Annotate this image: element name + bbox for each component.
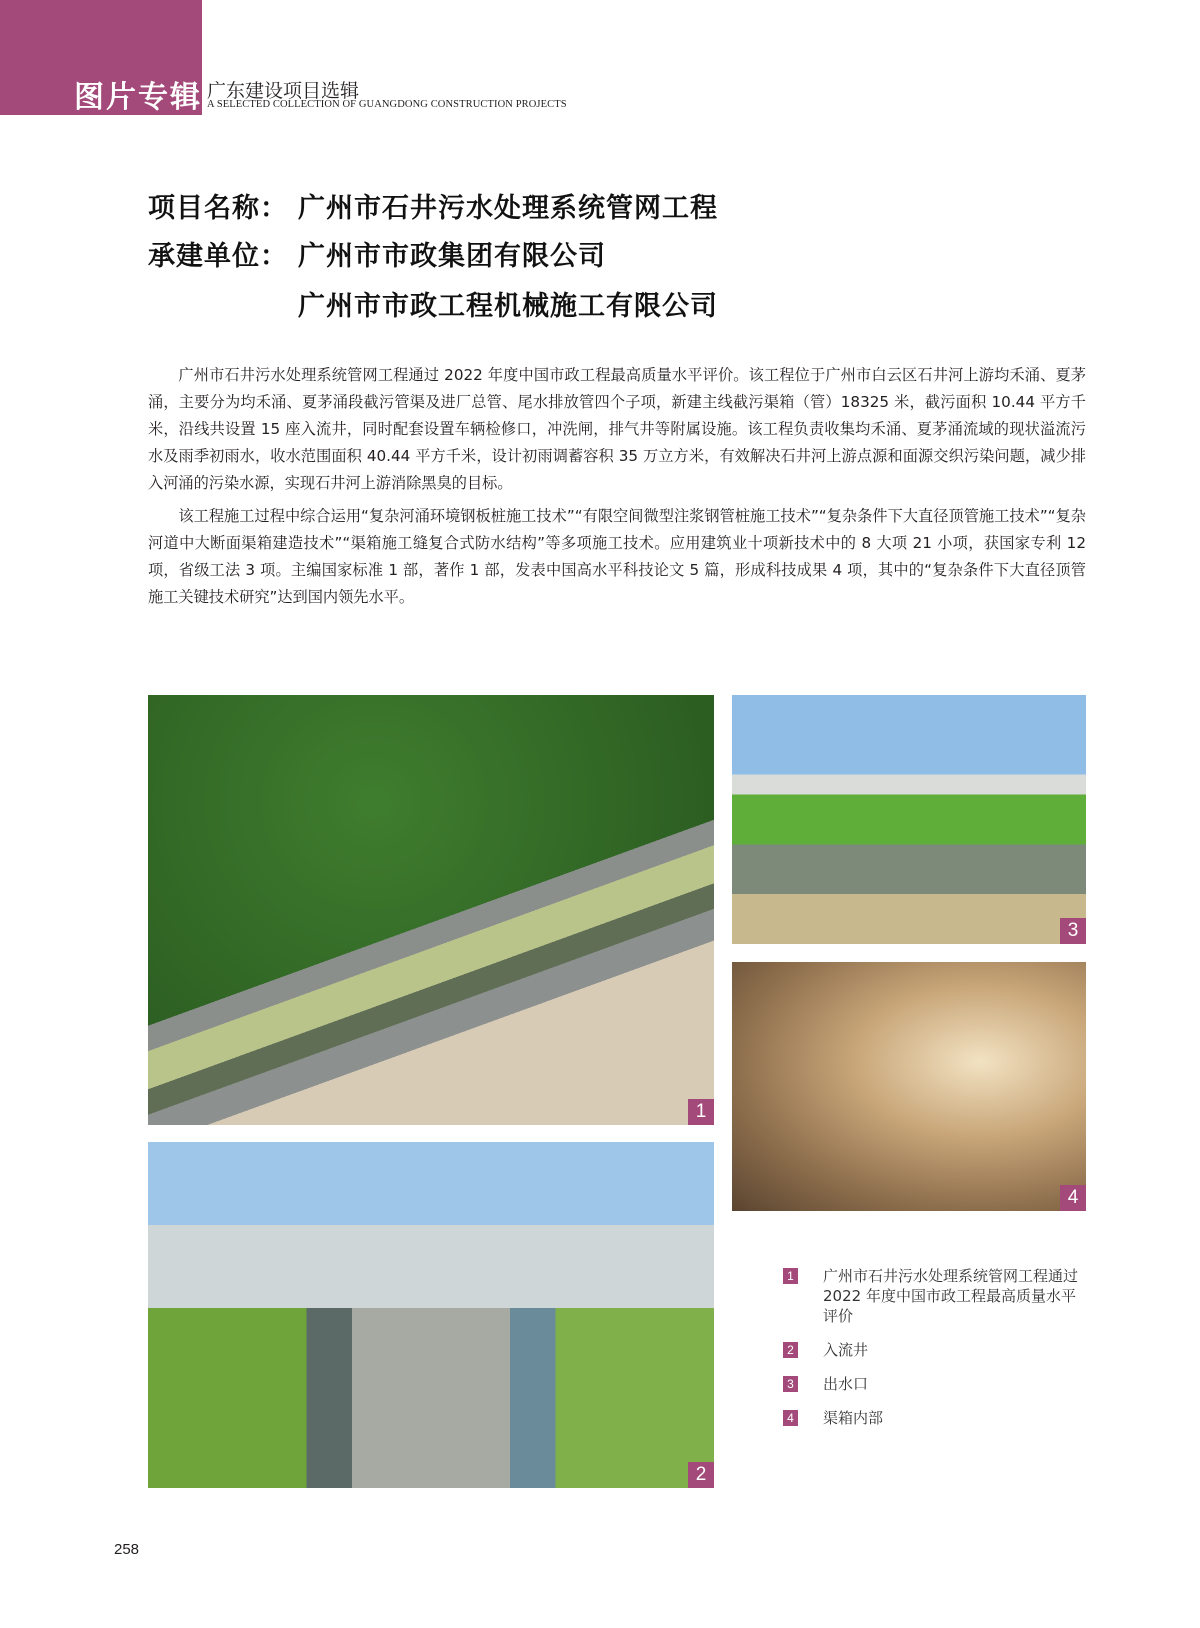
legend-text: 入流井 xyxy=(823,1341,869,1359)
legend-number-badge: 1 xyxy=(783,1268,798,1284)
legend-text: 渠箱内部 xyxy=(823,1409,884,1427)
publication-title-en: A SELECTED COLLECTION OF GUANGDONG CONSTRUCTION PROJECTS xyxy=(207,99,567,110)
legend-item xyxy=(783,1408,1083,1428)
photo-aerial-view xyxy=(148,695,714,1125)
photo-number-badge: 1 xyxy=(688,1099,714,1125)
publication-title-cn: 广东建设项目选辑 xyxy=(207,80,360,102)
paragraph-1: 广州市石井污水处理系统管网工程通过 2022 年度中国市政工程最高质量水平评价。该工程位于广州市白云区石井河上游均禾涌、夏茅涌，主要分为均禾涌、夏茅涌段截污管渠及进厂总管、尾水排放管四个子项，新建主线截污渠箱（管）18325 米，截污面积 10.44 平方千米，沿线共设置 15 座入流井，同时配套设置车辆检修口，冲洗闸，排气井等附属设施。该工程负责收集均禾涌、夏茅涌流域的现状溢流污水及雨季初雨水，收水范围面积 40.44 平方千米，设计初雨调蓄容积 35 万立方米，有效解决石井河上游点源和面源交织污染问题，减少排入河涌的污染水源，实现石井河上游消除黑臭的目标。 xyxy=(148,366,1086,492)
photo-number-badge: 2 xyxy=(688,1462,714,1488)
builder-name-2: 广州市市政工程机械施工有限公司 xyxy=(298,291,718,322)
page-number: 258 xyxy=(114,1541,140,1558)
legend-text: 广州市石井污水处理系统管网工程通过 2022 年度中国市政工程最高质量水平评价 xyxy=(823,1267,1079,1325)
legend-item xyxy=(783,1374,1083,1394)
builder-label: 承建单位： xyxy=(148,241,288,272)
legend-item xyxy=(783,1266,1083,1326)
legend-number-badge: 4 xyxy=(783,1410,798,1426)
photo-number-badge: 3 xyxy=(1060,918,1086,944)
photo-inflow-well xyxy=(148,1142,714,1488)
photo-culvert-interior xyxy=(732,962,1086,1211)
section-header-block xyxy=(0,0,202,115)
photo-number-badge: 4 xyxy=(1060,1185,1086,1211)
legend-number-badge: 3 xyxy=(783,1376,798,1392)
project-name-label: 项目名称： xyxy=(148,193,288,224)
legend-item xyxy=(783,1340,1083,1360)
section-tag: 图片专辑 xyxy=(74,80,202,115)
project-name-line xyxy=(148,186,718,225)
builder-line-1 xyxy=(148,234,606,273)
builder-line-2 xyxy=(148,284,718,323)
article-body xyxy=(148,362,1086,617)
legend-text: 出水口 xyxy=(823,1375,869,1393)
builder-name-1: 广州市市政集团有限公司 xyxy=(298,241,606,272)
paragraph-2: 该工程施工过程中综合运用“复杂河涌环境钢板桩施工技术”“有限空间微型注浆钢管桩施工技术”“复杂条件下大直径顶管施工技术”“复杂河道中大断面渠箱建造技术”“渠箱施工缝复合式防水结构”等多项施工技术。应用建筑业十项新技术中的 8 大项 21 小项，获国家专利 12 项，省级工法 3 项。主编国家标准 1 部，著作 1 部，发表中国高水平科技论文 5 篇，形成科技成果 4 项，其中的“复杂条件下大直径顶管施工关键技术研究”达到国内领先水平。 xyxy=(148,507,1086,606)
legend-number-badge: 2 xyxy=(783,1342,798,1358)
photo-legend xyxy=(783,1266,1083,1442)
project-name: 广州市石井污水处理系统管网工程 xyxy=(298,193,718,224)
photo-outfall xyxy=(732,695,1086,944)
